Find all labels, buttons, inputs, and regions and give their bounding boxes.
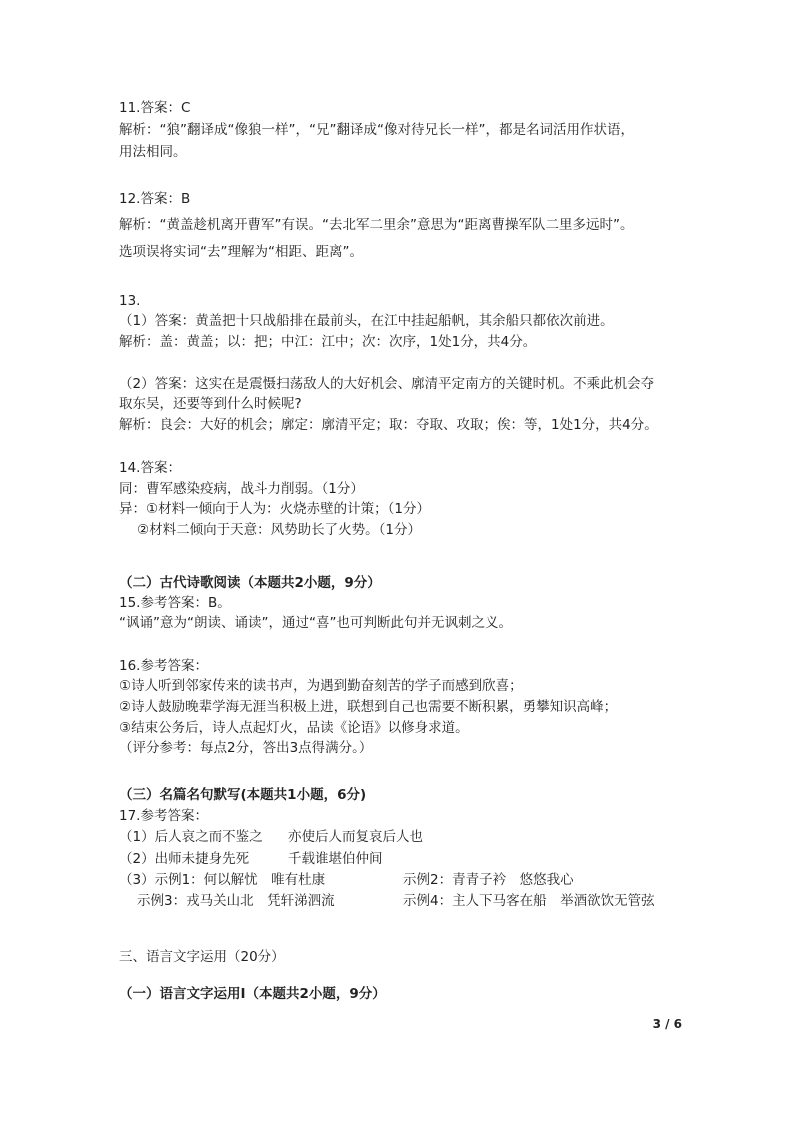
q17-example-1: （3）示例1：何以解忧 唯有杜康 (119, 872, 326, 888)
q14-diff-2: ②材料二倾向于天意：风势助长了火势。（1分） (137, 522, 421, 538)
q14-same: 同：曹军感染疫病，战斗力削弱。（1分） (119, 481, 364, 497)
q13-part2-answer-line2: 取东吴，还要等到什么时候呢? (119, 396, 302, 412)
q17-line2-a: （2）出师未捷身先死 (119, 851, 250, 867)
q17-line1-a: （1）后人哀之而不鉴之 (119, 829, 263, 845)
q11-analysis-line1: 解析：“狼”翻译成“像狼一样”，“兄”翻译成“像对待兄长一样”，都是名词活用作状语， (119, 122, 634, 138)
q16-point-2: ②诗人鼓励晚辈学海无涯当积极上进，联想到自己也需要不断积累，勇攀知识高峰； (119, 699, 618, 715)
q13-number: 13. (119, 293, 141, 309)
part3-sub-heading: （一）语言文字运用Ⅰ（本题共2小题，9分） (119, 986, 386, 1002)
q16-point-3: ③结束公务后，诗人点起灯火，品读《论语》以修身求道。 (119, 720, 469, 736)
q12-analysis-line2: 选项误将实词“去”理解为“相距、距离”。 (119, 244, 363, 260)
q11-answer: 11.答案：C (119, 100, 191, 116)
q12-answer: 12.答案：B (119, 191, 191, 207)
q16-answer: 16.参考答案： (119, 658, 208, 674)
q15-note: “讽诵”意为“朗读、诵读”，通过“喜”也可判断此句并无讽刺之义。 (119, 615, 512, 631)
q17-example-4: 示例4：主人下马客在船 举酒欲饮无管弦 (403, 893, 655, 909)
section3-heading: （三）名篇名句默写(本题共1小题，6分) (119, 787, 367, 803)
q13-part1-answer: （1）答案：黄盖把十只战船排在最前头，在江中挂起船帆，其余船只都依次前进。 (119, 313, 614, 329)
q15-answer: 15.参考答案：B。 (119, 595, 231, 611)
page-number: 3 / 6 (652, 1017, 682, 1031)
q14-diff-1: 异：①材料一倾向于人为：火烧赤壁的计策；（1分） (119, 501, 430, 517)
q17-example-3: 示例3：戎马关山北 凭轩涕泗流 (137, 893, 335, 909)
q16-scoring-note: （评分参考：每点2分，答出3点得满分。） (119, 740, 373, 756)
q11-analysis-line2: 用法相同。 (119, 144, 187, 160)
q13-part1-analysis: 解析：盖：黄盖；以：把；中江：江中；次：次序，1处1分，共4分。 (119, 334, 537, 350)
section2-heading: （二）古代诗歌阅读（本题共2小题，9分） (119, 575, 381, 591)
q17-example-2: 示例2：青青子衿 悠悠我心 (403, 872, 574, 888)
part3-heading: 三、语言文字运用（20分） (119, 949, 285, 965)
q12-analysis-line1: 解析：“黄盖趁机离开曹军”有误。“去北军二里余”意思为“距离曹操军队二里多远时”。 (119, 217, 634, 233)
q14-answer: 14.答案： (119, 460, 181, 476)
q13-part2-analysis: 解析：良会：大好的机会；廓定：廓清平定；取：夺取、攻取；俟：等，1处1分，共4分。 (119, 417, 658, 433)
q13-part2-answer-line1: （2）答案：这实在是震慑扫荡敌人的大好机会、廓清平定南方的关键时机。不乘此机会夺 (119, 376, 655, 392)
q17-line1-b: 亦使后人而复哀后人也 (288, 829, 423, 845)
q17-line2-b: 千载谁堪伯仲间 (288, 851, 383, 867)
q17-answer: 17.参考答案： (119, 808, 208, 824)
q16-point-1: ①诗人听到邻家传来的读书声，为遇到勤奋刻苦的学子而感到欣喜； (119, 678, 523, 694)
